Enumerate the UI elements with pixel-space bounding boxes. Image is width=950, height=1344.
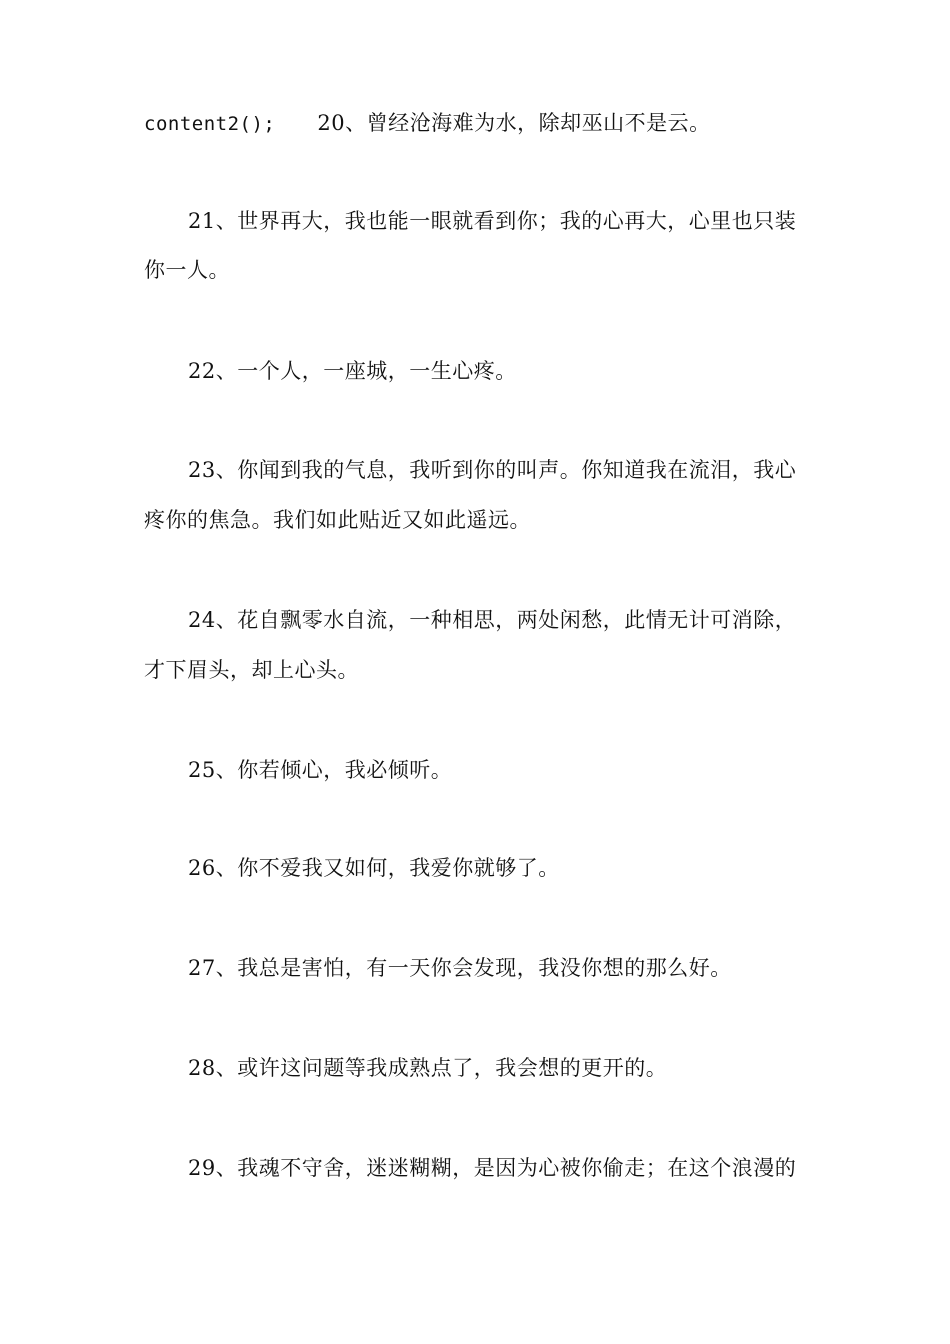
paragraph-21-line-1: 21、世界再大，我也能一眼就看到你；我的心再大，心里也只装 <box>188 209 797 233</box>
paragraph-20 <box>144 108 824 139</box>
paragraph-22: 22、一个人，一座城，一生心疼。 <box>188 359 517 383</box>
paragraph-28: 28、或许这问题等我成熟点了，我会想的更开的。 <box>188 1056 668 1080</box>
paragraph-24-line-1: 24、花自飘零水自流，一种相思，两处闲愁，此情无计可消除， <box>188 608 797 632</box>
paragraph-29-line-1: 29、我魂不守舍，迷迷糊糊，是因为心被你偷走；在这个浪漫的 <box>188 1156 797 1180</box>
paragraph-21-line-2: 你一人。 <box>144 258 230 282</box>
paragraph-23-line-2: 疼你的焦急。我们如此贴近又如此遥远。 <box>144 508 531 532</box>
paragraph-23-line-1: 23、你闻到我的气息，我听到你的叫声。你知道我在流泪，我心 <box>188 458 797 482</box>
paragraph-line: 20、曾经沧海难为水，除却巫山不是云。 <box>317 111 711 135</box>
paragraph-26: 26、你不爱我又如何，我爱你就够了。 <box>188 856 560 880</box>
paragraph-24-line-2: 才下眉头，却上心头。 <box>144 658 359 682</box>
paragraph-25: 25、你若倾心，我必倾听。 <box>188 758 453 782</box>
code-snippet-text: content2(); <box>144 113 276 135</box>
paragraph-27: 27、我总是害怕，有一天你会发现，我没你想的那么好。 <box>188 956 732 980</box>
